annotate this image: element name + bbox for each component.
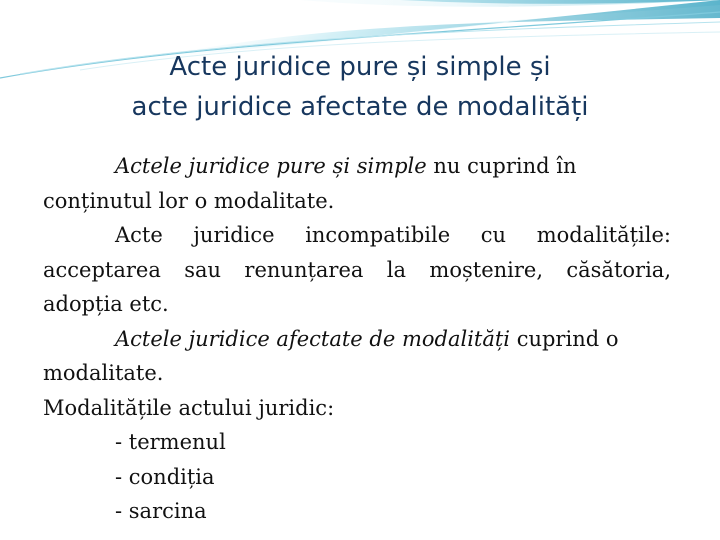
list-item-sarcina: - sarcina — [115, 499, 207, 523]
paragraph-pure-simple — [43, 149, 671, 218]
italic-term-affected: Actele juridice afectate de modalități — [115, 326, 511, 351]
paragraph-incompatible: Acte juridice incompatibile cu modalitățile: acceptarea sau renunțarea la moștenire, căsătoria, adopția etc. — [43, 223, 671, 316]
list-item-conditia: - condiția — [115, 464, 215, 489]
slide-body — [43, 149, 671, 529]
paragraph-pure-simple-text: nu cuprind în conținutul lor o modalitate. — [43, 154, 577, 213]
title-line-1: Acte juridice pure și simple și — [169, 52, 551, 82]
title-line-2: acte juridice afectate de modalități — [131, 92, 589, 122]
paragraph-modalities-heading: Modalitățile actului juridic: — [43, 395, 335, 420]
paragraph-affected — [43, 322, 671, 391]
paragraph-affected-text: cuprind o modalitate. — [43, 326, 619, 385]
slide-title — [40, 47, 680, 127]
list-item-termenul: - termenul — [115, 430, 226, 454]
italic-term-pure-simple: Actele juridice pure și simple — [115, 154, 427, 178]
